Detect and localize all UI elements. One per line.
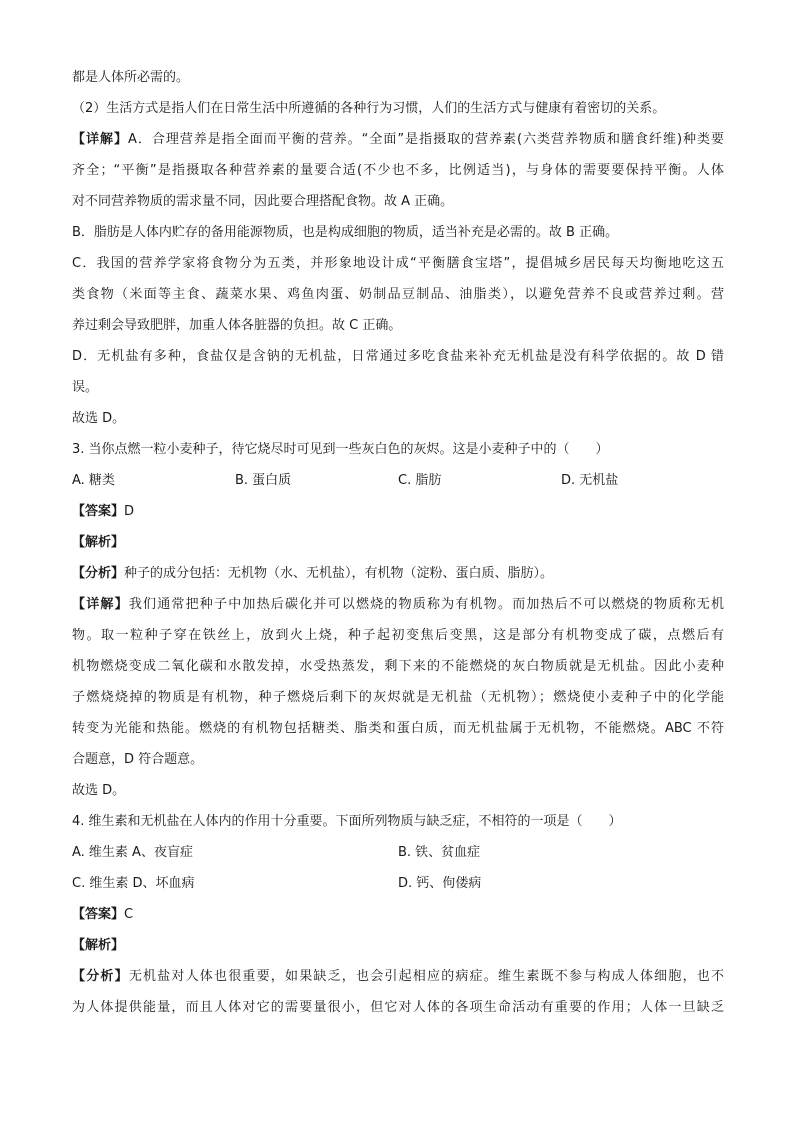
detail-label: 【详解】 bbox=[72, 597, 129, 612]
q3-option-d: D. 无机盐 bbox=[561, 473, 619, 488]
q3-detail-line: 【详解】我们通常把种子中加热后碳化并可以燃烧的物质称为有机物。而加热后不可以燃烧的物质称无机 bbox=[72, 597, 724, 612]
q4-option-b: B. 铁、贫血症 bbox=[398, 845, 481, 860]
q2-detail-line: 【详解】A．合理营养是指全面而平衡的营养。“全面”是指摄取的营养素(六类营养物质和膳食纤维)种类要 bbox=[72, 132, 724, 147]
q2-detail-line: 养过剩会导致肥胖，加重人体各脏器的负担。故 C 正确。 bbox=[72, 318, 402, 333]
paragraph-text: 都是人体所必需的。 bbox=[72, 70, 190, 85]
q2-detail-line: C．我国的营养学家将食物分为五类，并形象地设计成“平衡膳食宝塔”，提倡城乡居民每天均衡地吃这五 bbox=[72, 256, 724, 271]
q4-stem: 4. 维生素和无机盐在人体内的作用十分重要。下面所列物质与缺乏症，不相符的一项是（ ） bbox=[72, 814, 622, 829]
q4-options-row-2 bbox=[72, 868, 724, 899]
q3-stem: 3. 当你点燃一粒小麦种子，待它烧尽时可见到一些灰白色的灰烬。这是小麦种子中的（ ） bbox=[72, 442, 609, 457]
q4-option-a: A. 维生素 A、夜盲症 bbox=[72, 845, 193, 860]
q2-detail-line: 对不同营养物质的需求量不同，因此要合理搭配食物。故 A 正确。 bbox=[72, 194, 454, 209]
q3-options bbox=[72, 465, 724, 496]
q3-option-a: A. 糖类 bbox=[72, 473, 115, 488]
q2-detail-line: 齐全；“平衡”是指摄取各种营养素的量要合适(不少也不多，比例适当)，与身体的需要要保持平衡。人体 bbox=[72, 163, 724, 178]
fenxi-label: 【分析】 bbox=[72, 969, 129, 984]
answer-label: 【答案】 bbox=[72, 907, 125, 922]
q4-analysis-label: 【解析】 bbox=[72, 938, 125, 953]
fenxi-label: 【分析】 bbox=[72, 566, 125, 581]
q4-option-c: C. 维生素 D、坏血病 bbox=[72, 876, 195, 891]
paragraph-text: （2）生活方式是指人们在日常生活中所遵循的各种行为习惯，人们的生活方式与健康有着密切的关系。 bbox=[72, 101, 666, 116]
q3-analysis: 【分析】种子的成分包括：无机物（水、无机盐），有机物（淀粉、蛋白质、脂肪）。 bbox=[72, 566, 554, 581]
detail-label: 【详解】 bbox=[72, 132, 128, 147]
q2-detail-line: D．无机盐有多种，食盐仅是含钠的无机盐，日常通过多吃食盐来补充无机盐是没有科学依据的。故 D 错 bbox=[72, 349, 724, 364]
q4-answer: 【答案】C bbox=[72, 907, 134, 922]
q3-choose: 故选 D。 bbox=[72, 783, 126, 798]
q2-detail-line: B．脂肪是人体内贮存的备用能源物质，也是构成细胞的物质，适当补充是必需的。故 B 正确。 bbox=[72, 225, 619, 240]
q2-choose: 故选 D。 bbox=[72, 411, 126, 426]
q4-analysis-line: 为人体提供能量，而且人体对它的需要量很小，但它对人体的各项生命活动有重要的作用；人体一旦缺乏 bbox=[72, 1000, 724, 1015]
q2-detail-line: 误。 bbox=[72, 380, 99, 395]
q2-detail-line: 类食物（米面等主食、蔬菜水果、鸡鱼肉蛋、奶制品豆制品、油脂类），以避免营养不良或营养过剩。营 bbox=[72, 287, 724, 302]
q4-analysis-line: 【分析】无机盐对人体也很重要，如果缺乏，也会引起相应的病症。维生素既不参与构成人体细胞，也不 bbox=[72, 969, 724, 984]
q3-detail-line: 子燃烧烧掉的物质是有机物，种子燃烧后剩下的灰烬就是无机盐（无机物）；燃烧使小麦种子中的化学能 bbox=[72, 690, 724, 705]
q3-option-c: C. 脂肪 bbox=[398, 473, 442, 488]
q3-detail-line: 物。取一粒种子穿在铁丝上，放到火上烧，种子起初变焦后变黑，这是部分有机物变成了碳，点燃后有 bbox=[72, 628, 724, 643]
document-content bbox=[72, 62, 724, 1023]
q3-detail-line: 合题意，D 符合题意。 bbox=[72, 752, 204, 767]
q3-answer: 【答案】D bbox=[72, 504, 135, 519]
q3-detail-line: 转变为光能和热能。燃烧的有机物包括糖类、脂类和蛋白质，而无机盐属于无机物，不能燃烧。ABC 不符 bbox=[72, 721, 724, 736]
answer-label: 【答案】 bbox=[72, 504, 125, 519]
q3-detail-line: 机物燃烧变成二氧化碳和水散发掉，水受热蒸发，剩下来的不能燃烧的灰白物质就是无机盐。因此小麦种 bbox=[72, 659, 724, 674]
q4-option-d: D. 钙、佝偻病 bbox=[398, 876, 482, 891]
q4-options-row-1 bbox=[72, 837, 724, 868]
q3-option-b: B. 蛋白质 bbox=[235, 473, 292, 488]
q3-analysis-label: 【解析】 bbox=[72, 535, 125, 550]
